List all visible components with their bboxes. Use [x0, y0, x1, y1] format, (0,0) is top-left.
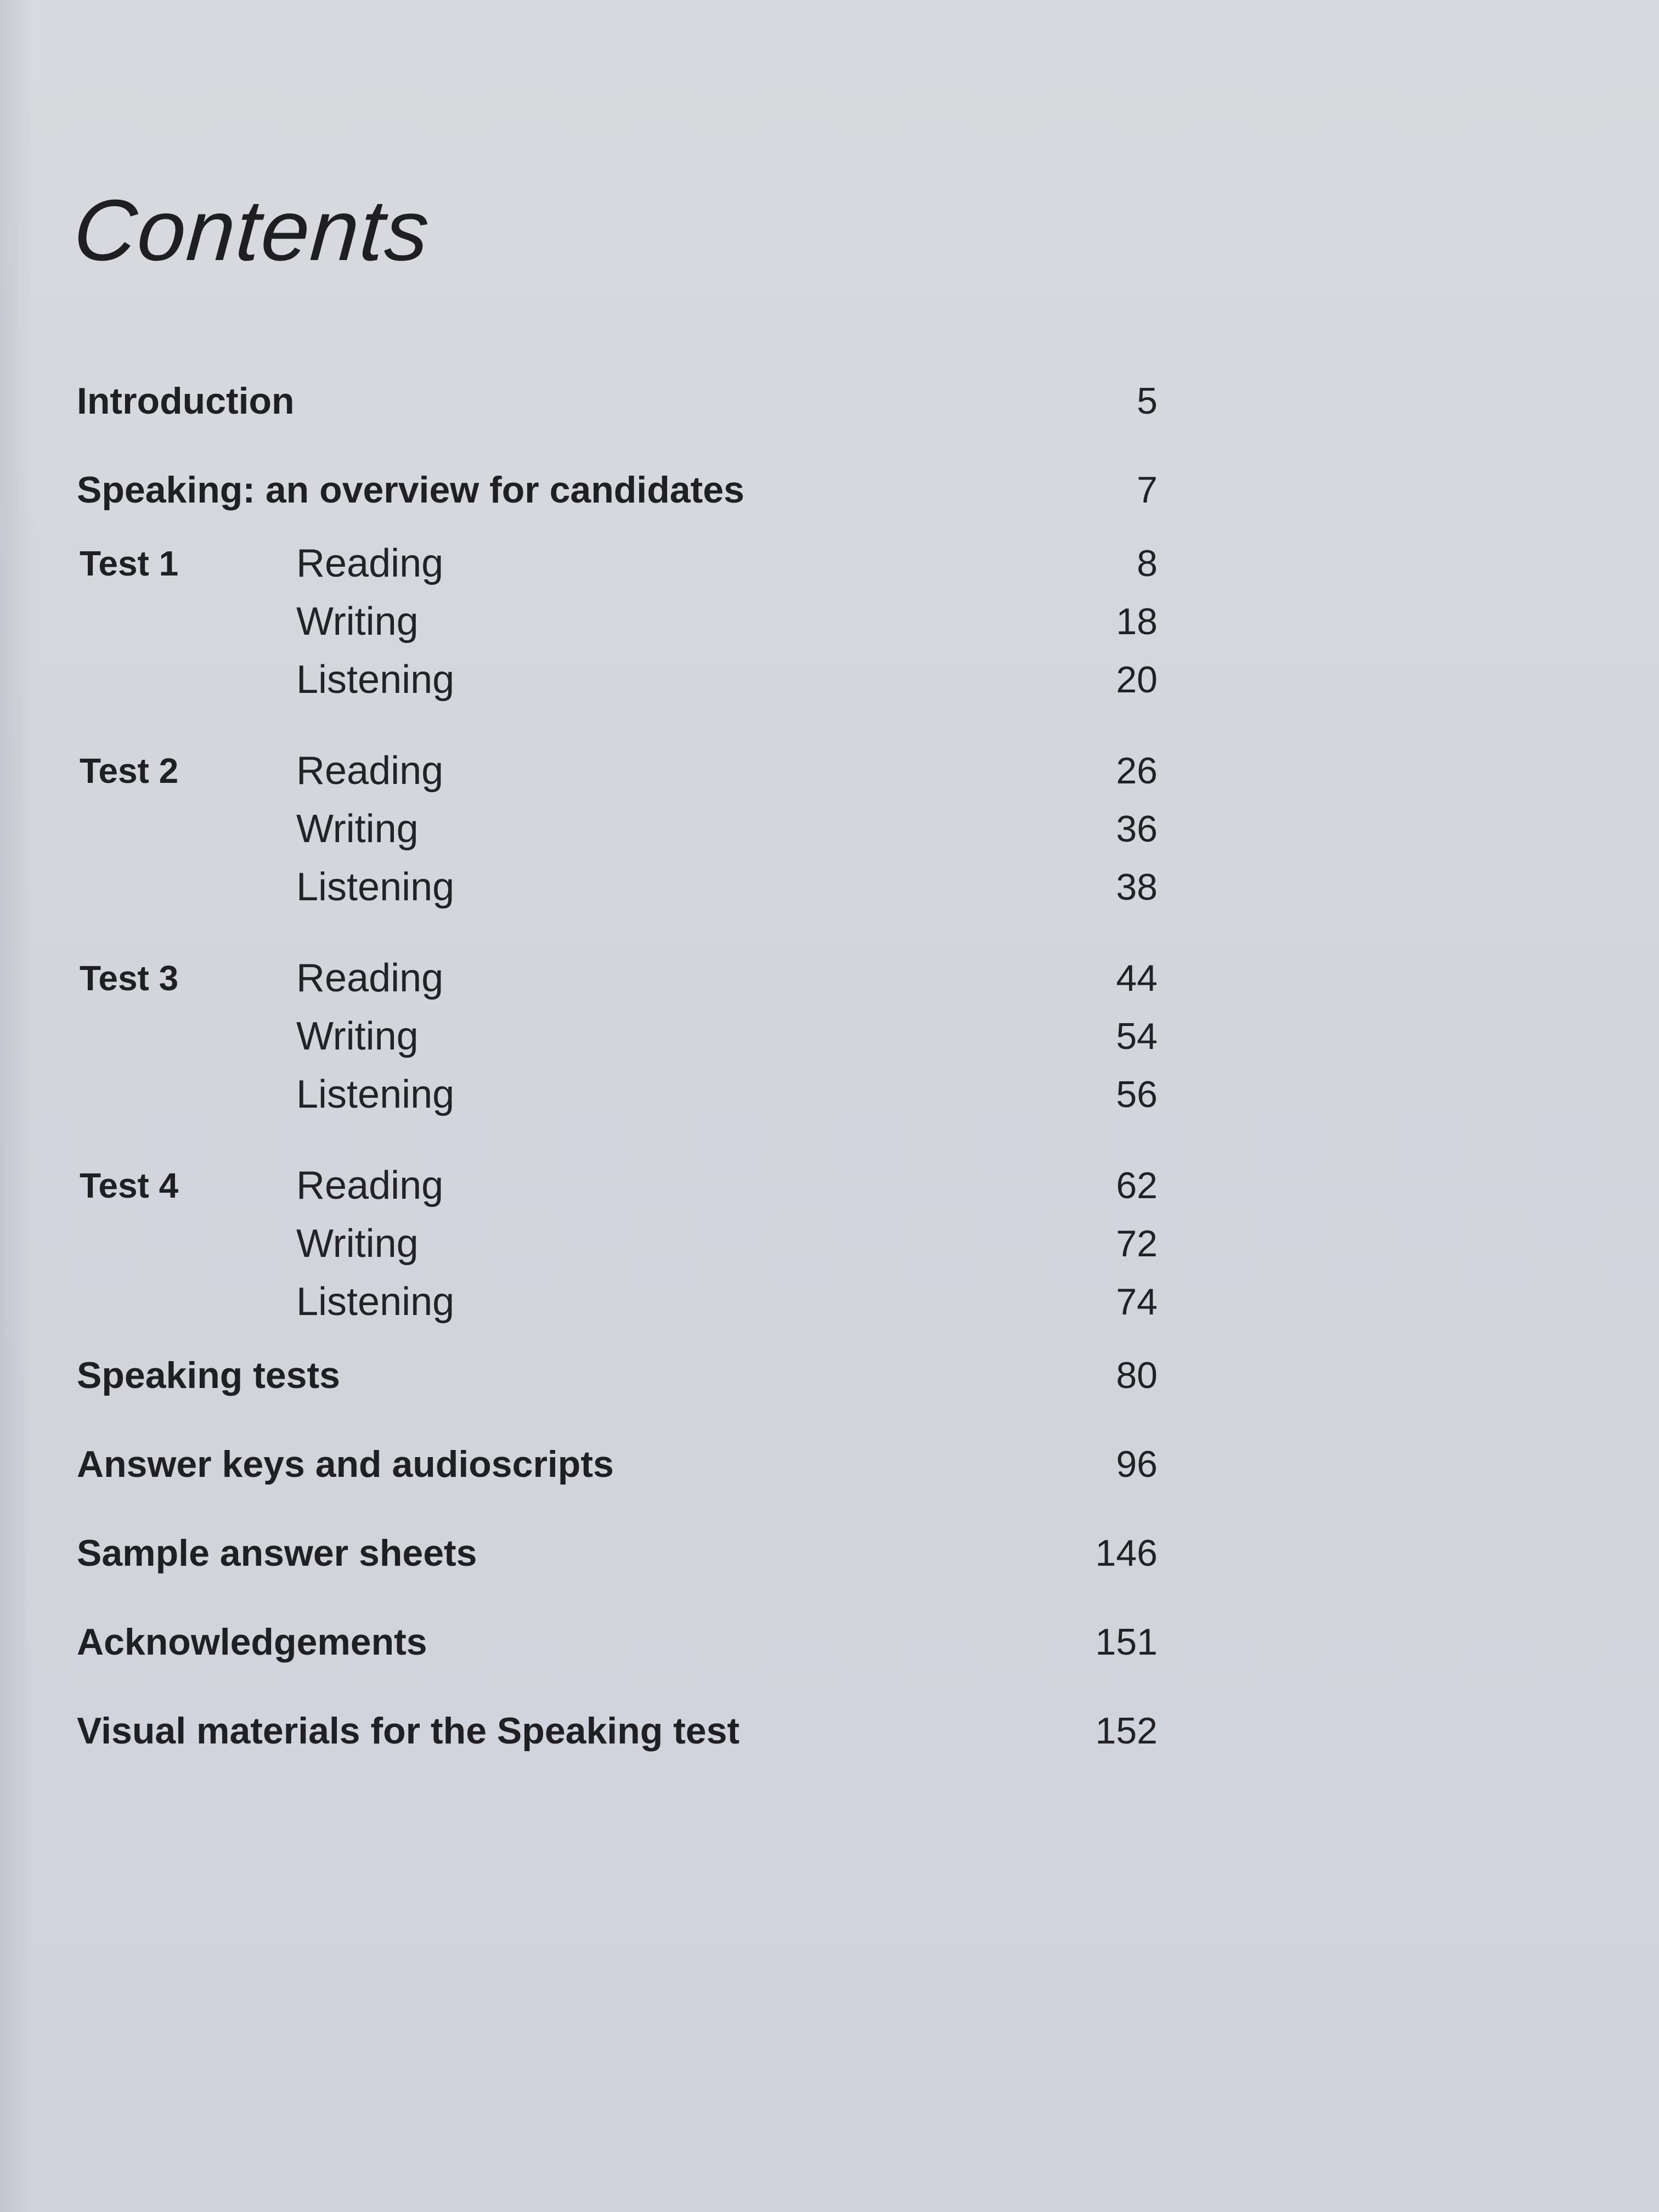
- section-label: Writing: [296, 807, 419, 851]
- section-page: 44: [1116, 957, 1158, 999]
- section-page: 36: [1116, 808, 1158, 850]
- toc-group-test-1: [77, 534, 1158, 709]
- toc-entry-page: 96: [1116, 1443, 1158, 1485]
- toc-entry-speaking-overview: [77, 445, 1158, 534]
- toc-entry-label: Acknowledgements: [77, 1621, 427, 1663]
- toc-entry-page: 152: [1095, 1710, 1158, 1752]
- toc-entry-introduction: [77, 357, 1158, 445]
- toc-group-test-2: [77, 742, 1158, 916]
- toc-entry-label: Introduction: [77, 380, 295, 422]
- toc-entry-page: 80: [1116, 1355, 1158, 1396]
- section-label: Reading: [296, 1164, 444, 1207]
- test-label: Test 2: [80, 751, 179, 791]
- page-title: Contents: [70, 182, 433, 279]
- toc-subentry: [77, 1215, 1158, 1273]
- toc-entry-label: Speaking tests: [77, 1355, 340, 1396]
- toc-entry-page: 7: [1137, 469, 1158, 511]
- toc-group-test-4: [77, 1156, 1158, 1331]
- section-label: Listening: [296, 1073, 455, 1116]
- section-label: Listening: [296, 1280, 455, 1324]
- section-page: 18: [1116, 601, 1158, 642]
- toc-subentry: [77, 651, 1158, 709]
- section-label: Reading: [296, 541, 444, 585]
- toc-entry-page: 151: [1095, 1621, 1158, 1663]
- section-page: 8: [1137, 543, 1158, 584]
- page-edge-shadow: [0, 0, 33, 2212]
- section-label: Listening: [296, 658, 455, 702]
- toc-subentry: [77, 858, 1158, 916]
- table-of-contents: [77, 357, 1158, 1775]
- section-page: 20: [1116, 659, 1158, 701]
- section-label: Listening: [296, 865, 455, 909]
- toc-entry-label: Answer keys and audioscripts: [77, 1443, 614, 1485]
- section-page: 72: [1116, 1223, 1158, 1265]
- toc-subentry: [77, 534, 1158, 592]
- toc-group-test-3: [77, 949, 1158, 1124]
- section-page: 56: [1116, 1074, 1158, 1115]
- test-label: Test 1: [80, 544, 179, 583]
- toc-entry-speaking-tests: [77, 1331, 1158, 1420]
- section-page: 62: [1116, 1165, 1158, 1206]
- test-label: Test 4: [80, 1166, 179, 1205]
- toc-entry-acknowledgements: [77, 1598, 1158, 1686]
- section-label: Reading: [296, 956, 444, 1000]
- section-label: Reading: [296, 749, 444, 793]
- toc-subentry: [77, 742, 1158, 800]
- toc-subentry: [77, 1156, 1158, 1215]
- toc-entry-visual-materials: [77, 1686, 1158, 1775]
- toc-entry-page: 146: [1095, 1532, 1158, 1574]
- toc-entry-label: Speaking: an overview for candidates: [77, 469, 744, 511]
- section-label: Writing: [296, 600, 419, 644]
- spacer: [77, 709, 1158, 742]
- toc-entry-label: Sample answer sheets: [77, 1532, 477, 1574]
- section-page: 74: [1116, 1281, 1158, 1323]
- section-page: 54: [1116, 1015, 1158, 1057]
- toc-entry-page: 5: [1137, 380, 1158, 422]
- toc-entry-sample-answer-sheets: [77, 1509, 1158, 1598]
- toc-subentry: [77, 949, 1158, 1007]
- toc-entry-label: Visual materials for the Speaking test: [77, 1710, 740, 1752]
- toc-subentry: [77, 592, 1158, 651]
- section-page: 26: [1116, 750, 1158, 792]
- spacer: [77, 916, 1158, 949]
- test-label: Test 3: [80, 958, 179, 998]
- toc-subentry: [77, 800, 1158, 858]
- toc-subentry: [77, 1273, 1158, 1331]
- spacer: [77, 1124, 1158, 1156]
- toc-subentry: [77, 1065, 1158, 1124]
- toc-entry-answer-keys: [77, 1420, 1158, 1509]
- section-label: Writing: [296, 1222, 419, 1266]
- section-label: Writing: [296, 1014, 419, 1058]
- toc-subentry: [77, 1007, 1158, 1065]
- section-page: 38: [1116, 866, 1158, 908]
